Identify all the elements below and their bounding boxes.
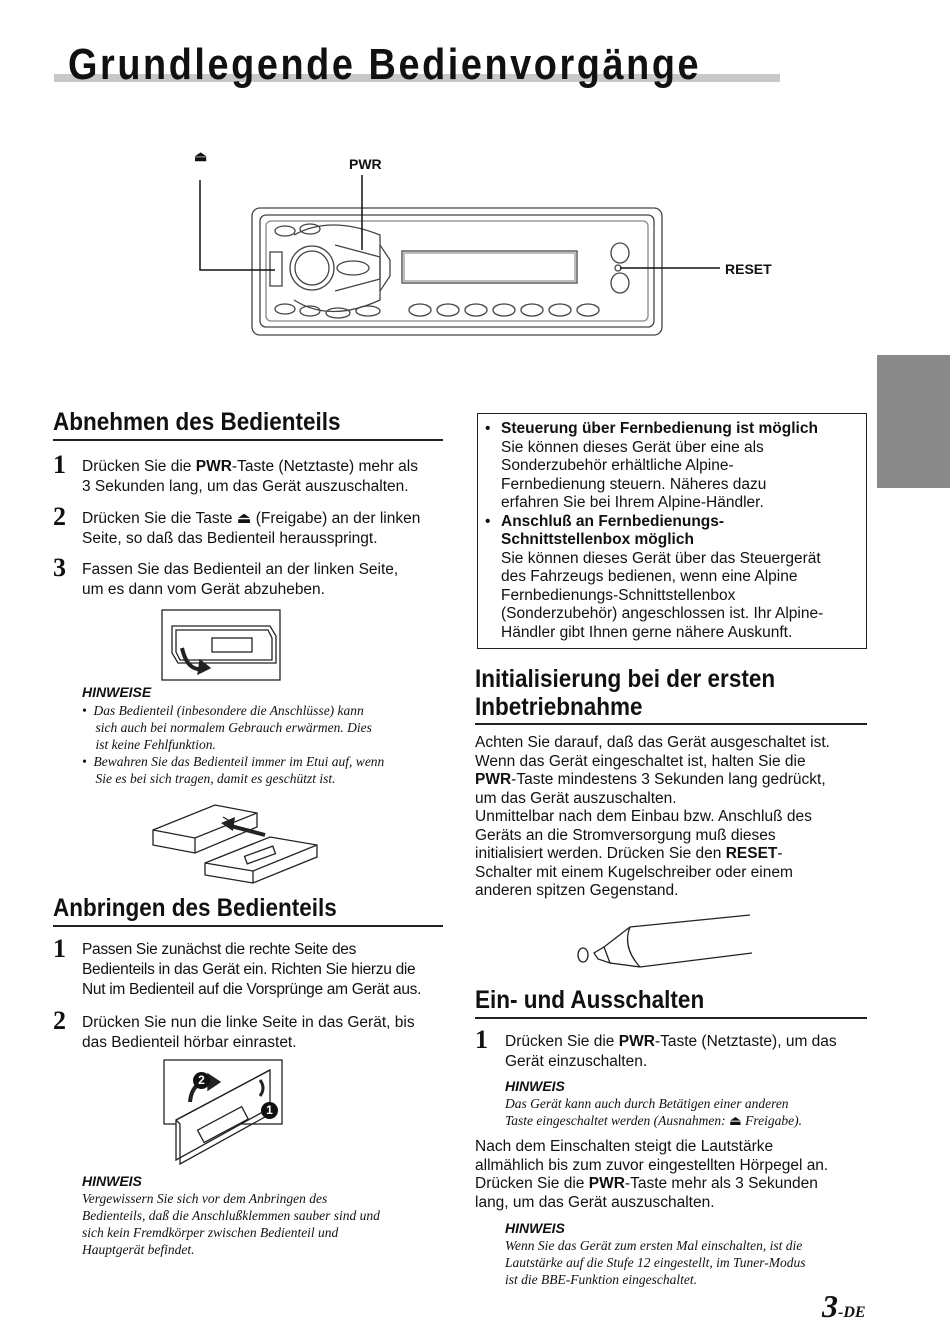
step-text: Passen Sie zunächst die rechte Seite des Bedienteils in das Gerät ein. Richten Sie hierzu die Nut im Bedienteil auf die Vorsprünge am Gerät aus. [82, 941, 422, 998]
hinweis-text: Vergewissern Sie sich vor dem Anbringen des Bedienteils, daß die Anschlußklemmen sauber sind und sich kein Fremdkörper zwischen Bedienteil und Hauptgerät befindet. [82, 1191, 380, 1257]
eject-icon: ⏏ [728, 1113, 742, 1128]
step-text: Drücken Sie die Taste ⏏ (Freigabe) an der linken Seite, so daß das Bedienteil herausspringt. [82, 510, 421, 547]
callout-1: 1 [261, 1102, 278, 1119]
step-number: 1 [53, 934, 66, 963]
hinweise-title: HINWEISE [82, 684, 152, 700]
heading-anbringen: Anbringen des Bedienteils [53, 894, 337, 922]
step-text: Drücken Sie die PWR-Taste (Netztaste), um das Gerät einzuschalten. [505, 1033, 837, 1070]
step-text: Drücken Sie die PWR-Taste (Netztaste) mehr als 3 Sekunden lang, um das Gerät auszuschalten. [82, 458, 418, 495]
eject-icon: ⏏ [236, 510, 252, 527]
section-tab-marker [877, 355, 950, 488]
heading-rule [475, 723, 867, 725]
step-number: 1 [53, 450, 66, 479]
list-item: • Bewahren Sie das Bedienteil immer im Etui auf, wenn Sie es bei sich tragen, damit es geschützt ist. [82, 754, 385, 786]
page-number: 3-DE [822, 1288, 866, 1324]
hinweis-text: Das Gerät kann auch durch Betätigen einer anderen Taste eingeschaltet werden (Ausnahmen: ⏏ Freigabe). [505, 1096, 802, 1128]
faceplate-case-illustration [145, 795, 325, 885]
pen-illustration [570, 905, 760, 975]
step-text: Drücken Sie nun die linke Seite in das Gerät, bis das Bedienteil hörbar einrastet. [82, 1014, 415, 1051]
pwr-label: PWR [349, 156, 382, 172]
hinweis-title: HINWEIS [505, 1220, 565, 1236]
step-number: 2 [53, 1006, 66, 1035]
heading-rule [53, 925, 443, 927]
step-number: 3 [53, 553, 66, 582]
reset-label: RESET [725, 261, 772, 277]
eject-icon: ⏏ [194, 148, 208, 164]
heading-rule [475, 1017, 867, 1019]
list-item: • Steuerung über Fernbedienung ist möglich Sie können dieses Gerät über eine als Sonderzubehör erhältliche Alpine- Fernbedienung steuern. Näheres dazu erfahren Sie bei Ihrem Alpine-Händler. [485, 420, 818, 511]
heading-einaus: Ein- und Ausschalten [475, 986, 705, 1014]
hinweise-list [82, 702, 452, 787]
init-paragraph: Achten Sie darauf, daß das Gerät ausgeschaltet ist. Wenn das Gerät eingeschaltet ist, halten Sie die PWR-Taste mindestens 3 Sekunden lang gedrückt, um das Gerät auszuschalten. Unmittelbar nach dem Einbau bzw. Anschluß des Geräts an die Stromversorgung muß dieses initialisiert werden. Drücken Sie den RESET- Schalter mit einem Kugelschreiber oder einem anderen spitzen Gegenstand. [475, 734, 830, 899]
heading-initialisierung: Initialisierung bei der ersten Inbetriebnahme [475, 665, 776, 721]
list-item: • Anschluß an Fernbedienungs- Schnittstellenbox möglich Sie können dieses Gerät über das Steuergerät des Fahrzeugs bedienen, wenn eine Alpine Fernbedienungs-Schnittstellenbox (Sonderzubehör) angeschlossen ist. Ihr Alpine- Händler gibt Ihnen gerne nähere Auskunft. [485, 512, 824, 641]
hinweis-text: Wenn Sie das Gerät zum ersten Mal einschalten, ist die Lautstärke auf die Stufe 12 eingestellt, im Tuner-Modus ist die BBE-Funktion eingeschaltet. [505, 1238, 806, 1287]
callout-2: 2 [193, 1072, 210, 1089]
heading-abnehmen: Abnehmen des Bedienteils [53, 408, 341, 436]
step-number: 2 [53, 502, 66, 531]
hinweis-title: HINWEIS [505, 1078, 565, 1094]
einaus-paragraph: Nach dem Einschalten steigt die Lautstärke allmählich bis zum zuvor eingestellten Hörpegel an. Drücken Sie die PWR-Taste mehr als 3 Sekunden lang, um das Gerät auszuschalten. [475, 1138, 829, 1211]
step-text: Fassen Sie das Bedienteil an der linken Seite, um es dann vom Gerät abzuheben. [82, 561, 399, 598]
heading-rule [53, 439, 443, 441]
hinweis-title: HINWEIS [82, 1173, 142, 1189]
page-title: Grundlegende Bedienvorgänge [68, 40, 702, 89]
radio-faceplate-diagram [190, 145, 790, 345]
list-item: • Das Bedienteil (inbesondere die Anschlüsse) kann sich auch bei normalem Gebrauch erwärmen. Dies ist keine Fehlfunktion. [82, 703, 372, 752]
remove-faceplate-illustration [160, 608, 285, 690]
info-box-content [485, 420, 860, 642]
step-number: 1 [475, 1025, 488, 1054]
